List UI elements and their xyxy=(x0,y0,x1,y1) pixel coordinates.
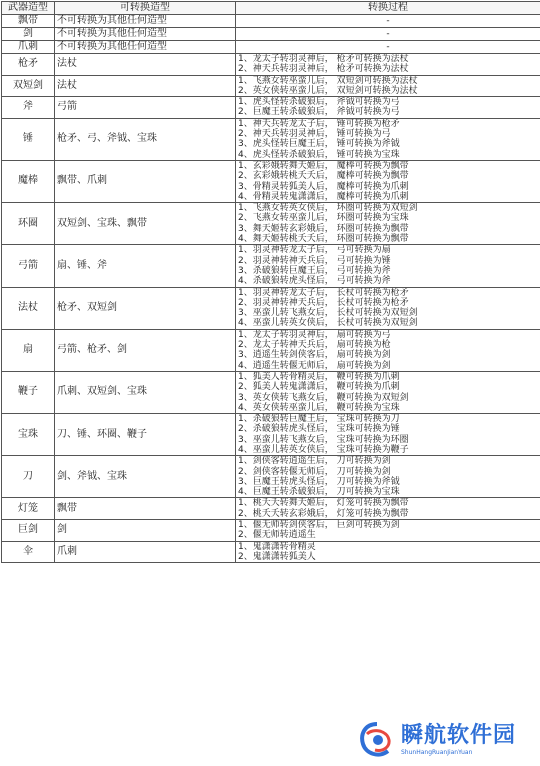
table-row xyxy=(2,520,540,542)
process-line: 3、巫蛮儿转飞燕女后， 宝珠可转换为环圈 xyxy=(238,434,409,445)
conversion-process-cell xyxy=(236,15,540,28)
convertible-type-cell: 弓箭、枪矛、剑 xyxy=(55,329,236,371)
process-line: 1、飞燕女转巫蛮儿后， 双短剑可转换为法杖 xyxy=(238,75,418,86)
conversion-process-cell xyxy=(236,203,540,245)
conversion-process-cell xyxy=(236,54,540,76)
weapon-type-cell: 双短剑 xyxy=(2,75,55,97)
conversion-process-cell xyxy=(236,329,540,371)
process-line: 1、偃无师转剑侠客后， 巨剑可转换为剑 xyxy=(238,520,400,531)
table-row xyxy=(2,414,540,456)
convertible-type-cell: 飘带、爪刺 xyxy=(55,160,236,202)
process-line: 2、羽灵神转神天兵后， 长杖可转换为枪矛 xyxy=(238,297,409,308)
table-row xyxy=(2,541,540,563)
process-line: - xyxy=(386,15,390,26)
process-line: 4、巫蛮儿转英女侠后， 长杖可转换为双短剑 xyxy=(238,318,418,329)
process-line: 1、飞燕女转英女侠后， 环圈可转换为双短剑 xyxy=(238,203,418,214)
convertible-type-cell: 枪矛、弓、斧钺、宝珠 xyxy=(55,118,236,160)
process-line: 2、玄彩娥转桃夭夭后， 魔棒可转换为飘带 xyxy=(238,171,409,182)
conversion-process-cell xyxy=(236,245,540,287)
process-line: 1、龙太子转羽灵神后， 扇可转换为弓 xyxy=(238,329,391,340)
weapon-type-cell: 灯笼 xyxy=(2,498,55,520)
conversion-process-cell xyxy=(236,118,540,160)
process-line: 2、狐美人转鬼潇潇后， 鞭可转换为爪刺 xyxy=(238,382,400,393)
table-row xyxy=(2,28,540,41)
table-row xyxy=(2,287,540,329)
process-line: 3、巨魔王转虎头怪后， 刀可转换为斧钺 xyxy=(238,476,400,487)
convertible-type-cell: 爪刺、双短剑、宝珠 xyxy=(55,371,236,413)
conversion-process-cell xyxy=(236,28,540,41)
process-line: 3、巫蛮儿转飞燕女后， 长杖可转换为双短剑 xyxy=(238,308,418,319)
process-line: 1、鬼潇潇转骨精灵 xyxy=(238,541,316,552)
process-line: 4、巨魔王转杀破狼后， 刀可转换为宝珠 xyxy=(238,487,400,498)
process-line: 3、舞天姬转玄彩娥后， 环圈可转换为飘带 xyxy=(238,223,409,234)
weapon-type-cell: 法杖 xyxy=(2,287,55,329)
table-row xyxy=(2,118,540,160)
process-line: 2、神天兵转羽灵神后， 枪矛可转换为法杖 xyxy=(238,64,409,75)
process-line: - xyxy=(386,41,390,52)
process-line: 2、龙太子转神天兵后， 扇可转换为枪 xyxy=(238,340,391,351)
process-line: 4、杀破狼转虎头怪后， 弓可转换为斧 xyxy=(238,276,391,287)
table-row xyxy=(2,245,540,287)
weapon-type-cell: 环圈 xyxy=(2,203,55,245)
header-convertible-type: 可转换造型 xyxy=(55,2,236,15)
table-row xyxy=(2,456,540,498)
weapon-type-cell: 伞 xyxy=(2,541,55,563)
process-line: 2、羽灵神转神天兵后， 弓可转换为锤 xyxy=(238,255,391,266)
process-line: 3、骨精灵转狐美人后， 魔棒可转换为爪刺 xyxy=(238,181,409,192)
conversion-process-cell xyxy=(236,75,540,97)
weapon-type-cell: 巨剑 xyxy=(2,520,55,542)
weapon-type-cell: 宝珠 xyxy=(2,414,55,456)
process-line: 3、英女侠转飞燕女后， 鞭可转换为双短剑 xyxy=(238,392,409,403)
process-line: 1、龙太子转羽灵神后， 枪矛可转换为法杖 xyxy=(238,54,409,64)
process-line: - xyxy=(386,28,390,39)
process-line: 1、虎头怪转杀破狼后， 斧钺可转换为弓 xyxy=(238,97,400,108)
process-line: 1、杀破狼转巨魔王后， 宝珠可转换为刀 xyxy=(238,414,400,425)
conversion-process-cell xyxy=(236,541,540,563)
table-row xyxy=(2,371,540,413)
process-line: 2、英女侠转巫蛮儿后， 双短剑可转换为法杖 xyxy=(238,85,418,96)
convertible-type-cell: 法杖 xyxy=(55,75,236,97)
process-line: 2、鬼潇潇转狐美人 xyxy=(238,551,316,562)
process-line: 1、神天兵转龙太子后， 锤可转换为枪矛 xyxy=(238,118,400,129)
convertible-type-cell: 剑 xyxy=(55,520,236,542)
weapon-type-cell: 刀 xyxy=(2,456,55,498)
table-row xyxy=(2,160,540,202)
process-line: 1、狐美人转骨精灵后， 鞭可转换为爪刺 xyxy=(238,371,400,382)
watermark-swirl-icon xyxy=(357,720,397,760)
convertible-type-cell: 剑、斧钺、宝珠 xyxy=(55,456,236,498)
process-line: 3、杀破狼转巨魔王后， 弓可转换为斧 xyxy=(238,265,391,276)
table-row xyxy=(2,15,540,28)
process-line: 2、神天兵转羽灵神后， 锤可转换为弓 xyxy=(238,129,391,140)
convertible-type-cell: 双短剑、宝珠、飘带 xyxy=(55,203,236,245)
conversion-process-cell xyxy=(236,41,540,54)
convertible-type-cell: 弓箭 xyxy=(55,97,236,119)
process-line: 4、虎头怪转杀破狼后， 锤可转换为宝珠 xyxy=(238,149,400,160)
process-line: 4、骨精灵转鬼潇潇后， 魔棒可转换为爪刺 xyxy=(238,191,409,202)
watermark-logo xyxy=(357,716,532,764)
convertible-type-cell: 扇、锤、斧 xyxy=(55,245,236,287)
conversion-process-cell xyxy=(236,371,540,413)
header-conversion-process: 转换过程 xyxy=(236,2,540,15)
header-weapon-type: 武器造型 xyxy=(2,2,55,15)
table-row xyxy=(2,41,540,54)
process-line: 3、逍遥生转剑侠客后， 扇可转换为剑 xyxy=(238,350,391,361)
weapon-type-cell: 锤 xyxy=(2,118,55,160)
table-row xyxy=(2,203,540,245)
table-row xyxy=(2,75,540,97)
watermark-subtitle: ShunHangRuanJianYuan xyxy=(401,749,473,756)
weapon-type-cell: 爪刺 xyxy=(2,41,55,54)
conversion-process-cell xyxy=(236,520,540,542)
convertible-type-cell: 不可转换为其他任何造型 xyxy=(55,28,236,41)
process-line: 4、英女侠转巫蛮儿后， 鞭可转换为宝珠 xyxy=(238,402,400,413)
weapon-type-cell: 飘带 xyxy=(2,15,55,28)
process-line: 2、桃夭夭转玄彩娥后， 灯笼可转换为飘带 xyxy=(238,508,409,519)
conversion-process-cell xyxy=(236,414,540,456)
conversion-process-cell xyxy=(236,498,540,520)
conversion-process-cell xyxy=(236,97,540,119)
table-row xyxy=(2,498,540,520)
process-line: 4、巫蛮儿转英女侠后， 宝珠可转换为鞭子 xyxy=(238,444,409,455)
convertible-type-cell: 爪刺 xyxy=(55,541,236,563)
table-row xyxy=(2,54,540,76)
watermark-title: 瞬航软件园 xyxy=(401,723,517,748)
weapon-type-cell: 扇 xyxy=(2,329,55,371)
table-row xyxy=(2,329,540,371)
convertible-type-cell: 不可转换为其他任何造型 xyxy=(55,41,236,54)
process-line: 4、逍遥生转偃无师后， 扇可转换为剑 xyxy=(238,360,391,371)
convertible-type-cell: 法杖 xyxy=(55,54,236,76)
process-line: 2、飞燕女转巫蛮儿后， 环圈可转换为宝珠 xyxy=(238,213,409,224)
process-line: 1、剑侠客转逍遥生后， 刀可转换为剑 xyxy=(238,456,391,467)
conversion-process-cell xyxy=(236,456,540,498)
process-line: 1、玄彩娥转舞天姬后， 魔棒可转换为飘带 xyxy=(238,160,409,171)
weapon-conversion-table xyxy=(1,1,540,563)
conversion-process-cell xyxy=(236,160,540,202)
table-row xyxy=(2,97,540,119)
process-line: 2、巨魔王转杀破狼后， 斧钺可转换为弓 xyxy=(238,107,400,118)
process-line: 1、羽灵神转龙太子后， 长杖可转换为枪矛 xyxy=(238,287,409,298)
convertible-type-cell: 刀、锤、环圈、鞭子 xyxy=(55,414,236,456)
convertible-type-cell: 枪矛、双短剑 xyxy=(55,287,236,329)
conversion-process-cell xyxy=(236,287,540,329)
process-line: 2、剑侠客转偃无师后， 刀可转换为剑 xyxy=(238,466,391,477)
table-header-row xyxy=(2,2,540,15)
convertible-type-cell: 飘带 xyxy=(55,498,236,520)
weapon-type-cell: 鞭子 xyxy=(2,371,55,413)
weapon-type-cell: 弓箭 xyxy=(2,245,55,287)
process-line: 2、杀破狼转虎头怪后， 宝珠可转换为锤 xyxy=(238,424,400,435)
weapon-type-cell: 剑 xyxy=(2,28,55,41)
process-line: 4、舞天姬转桃夭夭后， 环圈可转换为飘带 xyxy=(238,234,409,245)
process-line: 1、羽灵神转龙太子后， 弓可转换为扇 xyxy=(238,245,391,256)
process-line: 2、偃无师转逍遥生 xyxy=(238,530,316,541)
process-line: 1、桃夭夭转舞天姬后， 灯笼可转换为飘带 xyxy=(238,498,409,509)
table-body xyxy=(2,2,540,563)
process-line: 3、虎头怪转巨魔王后， 锤可转换为斧钺 xyxy=(238,139,400,150)
weapon-type-cell: 魔棒 xyxy=(2,160,55,202)
weapon-type-cell: 斧 xyxy=(2,97,55,119)
weapon-type-cell: 枪矛 xyxy=(2,54,55,76)
convertible-type-cell: 不可转换为其他任何造型 xyxy=(55,15,236,28)
